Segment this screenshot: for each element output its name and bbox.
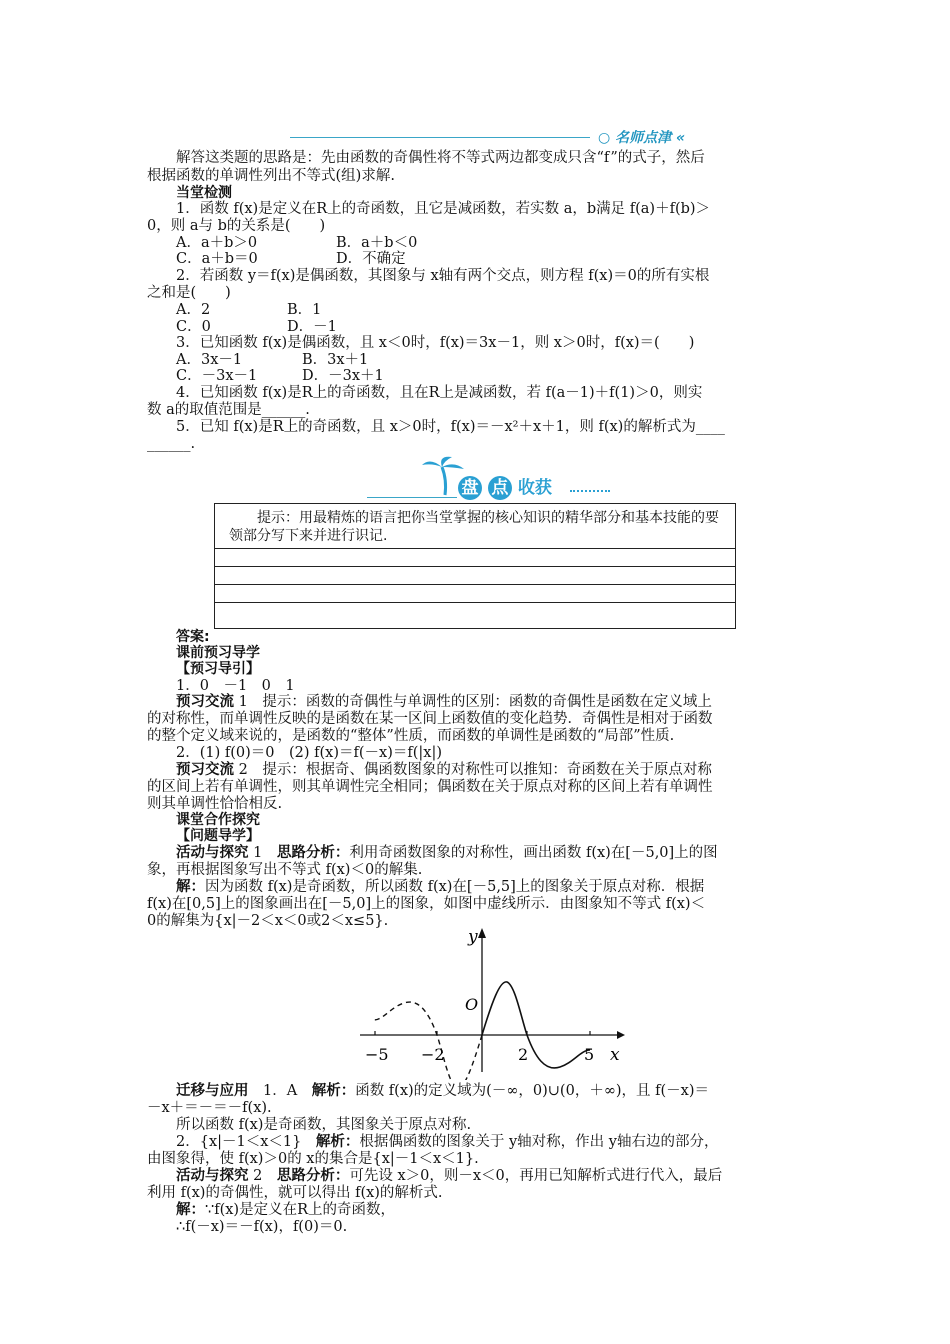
application-line-2: －x＋＝－＝－f(x). [147,1100,272,1116]
q5-line-1: 5．已知 f(x)是R上的奇函数，且 x＞0时，f(x)＝－x²＋x＋1，则 f(x)的解析式为____ [176,419,725,435]
q3-option-d: D．－3x＋1 [302,368,384,384]
q2-option-b: B．1 [287,302,322,318]
activity-2-line-1: 活动与探究 2 思路分析：可先设 x＞0，则－x＜0，再用已知解析式进行代入，最后 [176,1168,723,1184]
q4-line-2: 数 a的取值范围是______. [147,402,310,418]
solution-1-line-2: f(x)在[0,5]上的图象画出在[－5,0]上的图象，如图中虚线所示．由图象知不等式 f(x)＜ [147,896,706,912]
banner2-char-2: 点 [488,476,512,500]
writing-line [215,566,735,567]
q1-option-d: D．不确定 [336,251,406,267]
y-label: y [468,927,478,947]
writing-line [215,584,735,585]
application-2-line-1: 2．{x|－1＜x＜1} 解析：根据偶函数的图象关于 y轴对称，作出 y轴右边的部分， [176,1134,719,1150]
section-class-sub: 【问题导学】 [176,828,260,844]
banner2-char-1: 盘 [458,476,482,500]
solution-1-line-1: 解：因为函数 f(x)是奇函数，所以函数 f(x)在[－5,5]上的图象关于原点对称．根据 [176,879,705,895]
mingshi-banner [598,127,694,147]
answer-1: 1．0 －1 0 1 [176,678,295,694]
application-line-3: 所以函数 f(x)是奇函数，其图象关于原点对称. [176,1117,472,1133]
activity-2-line-2: 利用 f(x)的奇偶性，就可以得出 f(x)的解析式. [147,1185,443,1201]
exchange-2-line-3: 则其单调性恰恰相反. [147,796,283,812]
application-line-1: 迁移与应用 1．A 解析：函数 f(x)的定义域为(－∞，0)∪(0，＋∞)，且 f(－x)＝ [176,1083,710,1099]
writing-line [215,602,735,603]
exchange-2-line-2: 的区间上若有单调性，则其单调性完全相同；偶函数在关于原点对称的区间上若有单调性 [147,779,713,795]
solid-curve [482,982,590,1068]
q2-option-c: C．0 [176,319,211,335]
exchange-1-line-2: 的对称性，而单调性反映的是函数在某一区间上函数值的变化趋势．奇偶性是相对于函数 [147,711,713,727]
exchange-2-line-1: 预习交流 2 提示：根据奇、偶函数图象的对称性可以推知：奇函数在关于原点对称 [176,762,712,778]
solution-2-line-1: 解：∵f(x)是定义在R上的奇函数， [176,1202,396,1218]
intro-line-1: 解答这类题的思路是：先由函数的奇偶性将不等式两边都变成只含“f”的式子，然后 [176,150,705,166]
q1-option-c: C．a＋b＝0 [176,251,258,267]
writing-line [215,548,735,549]
odd-function-graph [355,922,630,1080]
section-preview-sub: 【预习导引】 [176,661,260,677]
pandian-banner [458,473,552,499]
q3-line-1: 3．已知函数 f(x)是偶函数，且 x＜0时，f(x)＝3x－1，则 x＞0时，f(x)＝( ) [176,335,695,351]
x-axis-arrow-icon [617,1031,625,1039]
banner2-dots [570,490,610,492]
activity-1-line-2: 象，再根据图象写出不等式 f(x)＜0的解集. [147,862,423,878]
q2-option-a: A．2 [176,302,211,318]
intro-line-2: 根据函数的单调性列出不等式(组)求解. [147,168,395,184]
banner-label: 名师点津 [615,130,672,146]
banner2-rest: 收获 [517,478,552,498]
x-label: x [610,1045,620,1065]
q1-line-1: 1．函数 f(x)是定义在R上的奇函数，且它是减函数，若实数 a，b满足 f(a)＋f(b)＞ [176,201,711,217]
q3-option-c: C．－3x－1 [176,368,258,384]
tick-label-5: 5 [584,1045,595,1064]
q1-option-b: B．a＋b＜0 [336,235,418,251]
q1-option-a: A．a＋b＞0 [176,235,258,251]
q3-option-a: A．3x－1 [176,352,243,368]
summary-tip: 提示：用最精炼的语言把你当堂掌握的核心知识的精华部分和基本技能的要领部分写下来并进行识记. [229,510,719,544]
q3-option-b: B．3x＋1 [302,352,369,368]
tick-label-neg5: −5 [365,1045,389,1064]
q1-line-2: 0，则 a与 b的关系是( ) [147,218,326,234]
section-title-check: 当堂检测 [176,185,232,201]
exchange-1-line-1: 预习交流 1 提示：函数的奇偶性与单调性的区别：函数的奇偶性是函数在定义域上 [176,694,712,710]
solution-2-line-2: ∴f(－x)＝－f(x)，f(0)＝0. [176,1219,348,1235]
exchange-1-line-3: 的整个定义域来说的，是函数的“整体”性质，而函数的单调性是函数的“局部”性质. [147,728,675,744]
banner-rule [290,137,590,138]
solution-1-line-3: 0的解集为{x|－2＜x＜0或2＜x≤5}. [147,913,389,929]
answers-title: 答案: [176,629,210,645]
tick-label-neg2: −2 [421,1045,445,1064]
banner-tail-icon: « [675,130,686,146]
q5-line-2: ______. [147,436,196,452]
q2-line-1: 2．若函数 y＝f(x)是偶函数，其图象与 x轴有两个交点，则方程 f(x)＝0的所有实根 [176,268,710,284]
answer-2: 2．(1) f(0)＝0 (2) f(x)＝f(－x)＝f(|x|) [176,745,442,761]
section-preview: 课前预习导学 [176,645,260,661]
origin-label: O [465,995,479,1014]
activity-1-line-1: 活动与探究 1 思路分析：利用奇函数图象的对称性，画出函数 f(x)在[－5,0]上的图 [176,845,718,861]
banner-dots-icon: ○ [598,130,611,146]
section-class: 课堂合作探究 [176,812,260,828]
banner2-rule [367,497,457,498]
summary-box [214,503,736,629]
application-2-line-2: 由图象得，使 f(x)＞0的 x的集合是{x|－1＜x＜1}. [147,1151,479,1167]
q2-line-2: 之和是( ) [147,285,231,301]
q2-option-d: D．－1 [287,319,337,335]
q4-line-1: 4．已知函数 f(x)是R上的奇函数，且在R上是减函数，若 f(a－1)＋f(1)＞0，则实 [176,385,703,401]
tick-label-2: 2 [518,1045,529,1064]
y-axis-arrow-icon [478,928,486,938]
